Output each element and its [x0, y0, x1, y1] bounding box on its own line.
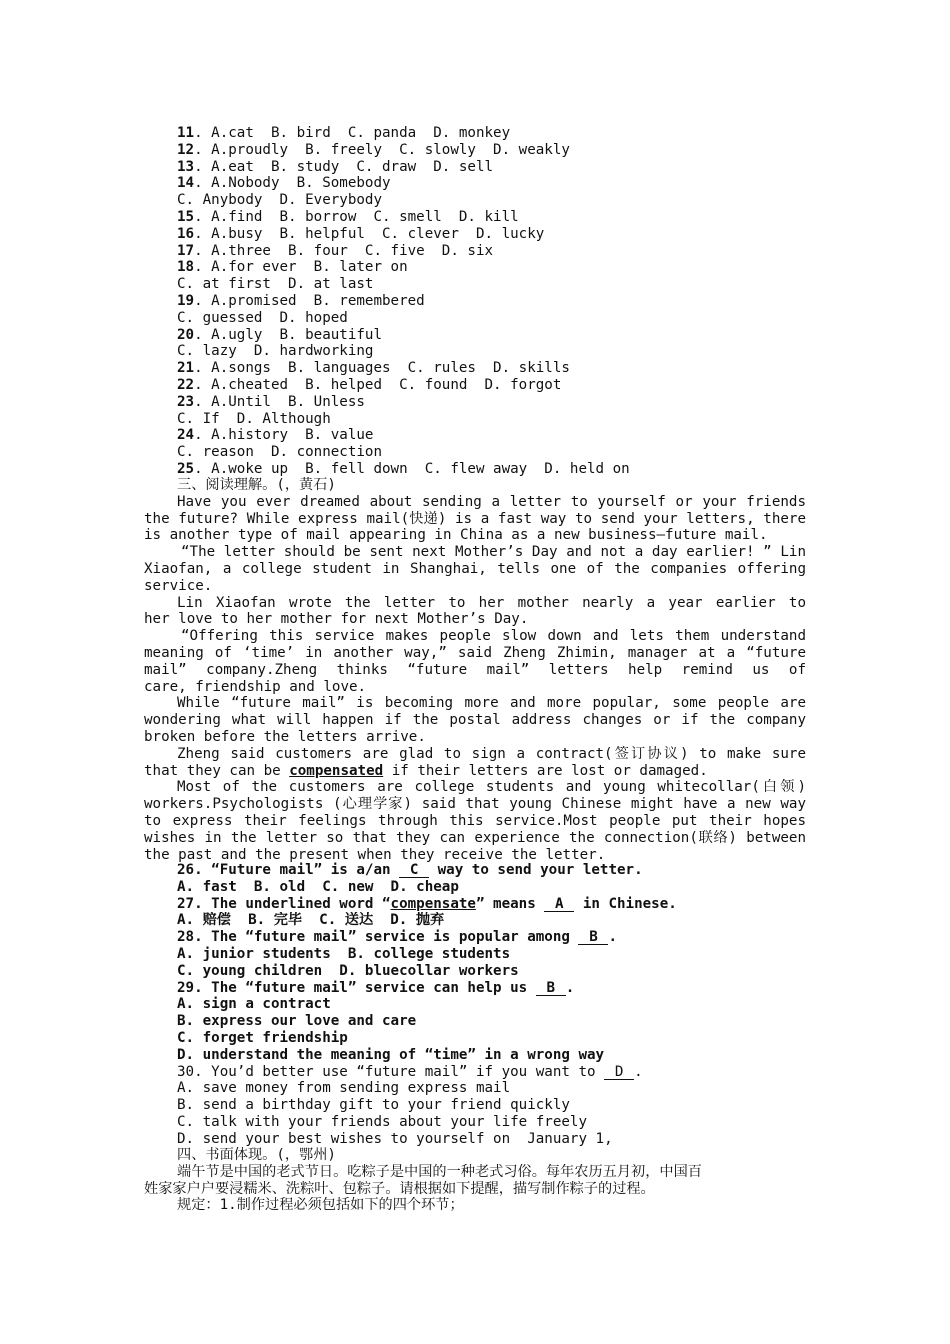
- question-28: 28. The “future mail” service is popular among B .: [177, 929, 618, 946]
- reading-paragraph-6: Zheng said customers are glad to sign a contract(签订协议) to make sure that they can be compensated if their letters are lost or damaged.: [144, 745, 806, 779]
- writing-prompt-line-1: 端午节是中国的老式节日。吃粽子是中国的一种老式习俗。每年农历五月初，中国百: [177, 1163, 702, 1180]
- question-29-option-d: D. understand the meaning of “time” in a wrong way: [177, 1046, 605, 1063]
- question-number: 14: [177, 175, 195, 192]
- underlined-word-compensate: compensate: [390, 895, 476, 912]
- cloze-question-24: 24. A.history B. value: [177, 427, 374, 444]
- question-30-option-a: A. save money from sending express mail: [177, 1080, 511, 1097]
- cloze-question-15: 15. A.find B. borrow C. smell D. kill: [177, 208, 519, 225]
- cloze-question-20-options: C. lazy D. hardworking: [177, 343, 374, 360]
- question-27-options: A. 赔偿 B. 完毕 C. 送达 D. 抛弃: [177, 912, 445, 929]
- question-29-option-b: B. express our love and care: [177, 1013, 417, 1030]
- reading-paragraph-2: “The letter should be sent next Mother’s Day and not a day earlier! ” Lin Xiaofan, a college student in Shanghai, tells one of the companies offering service.: [144, 544, 806, 594]
- reading-heading: 三、阅读理解。(，黄石): [177, 477, 336, 493]
- writing-prompt-line-2: 姓家家户户要浸糯米、洗粽叶、包粽子。请根据如下提醒，描写制作粽子的过程。: [144, 1180, 655, 1197]
- writing-heading: 四、书面体现。(，鄂州): [177, 1147, 336, 1163]
- cloze-question-list: [144, 125, 806, 478]
- cloze-question-24-options: C. reason D. connection: [177, 444, 382, 461]
- answer-blank-30: D: [604, 1065, 634, 1080]
- question-number: 24: [177, 427, 195, 444]
- cloze-question-19: 19. A.promised B. remembered: [177, 292, 425, 309]
- cloze-question-16: 16. A.busy B. helpful C. clever D. lucky: [177, 225, 545, 242]
- question-29-option-a: A. sign a contract: [177, 996, 331, 1013]
- cloze-question-20: 20. A.ugly B. beautiful: [177, 326, 383, 343]
- reading-paragraph-1: Have you ever dreamed about sending a letter to yourself or your friends the future? While express mail(快递) is a fast way to send your letters, there is another type of mail appearing in China as a new business—future mail.: [144, 493, 806, 544]
- cloze-question-18-options: C. at first D. at last: [177, 276, 374, 293]
- question-30-option-c: C. talk with your friends about your life freely: [177, 1113, 587, 1130]
- question-number: 23: [177, 393, 195, 410]
- question-30-option-b: B. send a birthday gift to your friend quickly: [177, 1097, 570, 1114]
- reading-paragraph-5: While “future mail” is becoming more and more popular, some people are wondering what will happen if the postal address changes or if the company broken before the letters arrive.: [144, 695, 806, 745]
- question-number: 12: [177, 141, 195, 158]
- cloze-question-17: 17. A.three B. four C. five D. six: [177, 242, 494, 259]
- question-26: 26. “Future mail” is a/an C way to send your letter.: [177, 862, 643, 878]
- reading-section: [144, 477, 806, 863]
- underlined-word-compensated: compensated: [289, 762, 384, 779]
- answer-blank-26: C: [399, 863, 429, 878]
- cloze-question-14-options: C. Anybody D. Everybody: [177, 192, 382, 209]
- cloze-question-18: 18. A.for ever B. later on: [177, 259, 408, 276]
- question-28-options-2: C. young children D. bluecollar workers: [177, 962, 519, 979]
- question-28-options-1: A. junior students B. college students: [177, 945, 511, 962]
- cloze-question-23: 23. A.Until B. Unless: [177, 393, 365, 410]
- cloze-question-12: 12. A.proudly B. freely C. slowly D. weakly: [177, 141, 570, 158]
- question-30-option-d: D. send your best wishes to yourself on January 1,: [177, 1130, 613, 1147]
- cloze-question-14: 14. A.Nobody B. Somebody: [177, 175, 391, 192]
- question-number: 15: [177, 208, 195, 225]
- question-29: 29. The “future mail” service can help us B .: [177, 979, 575, 996]
- question-number: 11: [177, 125, 195, 141]
- question-number: 13: [177, 158, 195, 175]
- question-number: 19: [177, 292, 195, 309]
- cloze-question-23-options: C. If D. Although: [177, 410, 331, 427]
- reading-paragraph-4: “Offering this service makes people slow down and lets them understand meaning of ‘time’ in another way,” said Zheng Zhimin, manager at a “future mail” company.Zheng thinks “future mail” letters help remind us of care, friendship and love.: [144, 628, 806, 695]
- question-30: 30. You’d better use “future mail” if you want to D .: [177, 1063, 643, 1080]
- question-number: 16: [177, 225, 195, 242]
- writing-requirement: 规定：1.制作过程必须包括如下的四个环节；: [177, 1197, 464, 1214]
- question-27: 27. The underlined word “compensate” means A in Chinese.: [177, 895, 677, 912]
- reading-questions: [144, 862, 806, 1148]
- question-number: 25: [177, 460, 195, 477]
- question-26-options: A. fast B. old C. new D. cheap: [177, 878, 459, 895]
- cloze-question-25: 25. A.woke up B. fell down C. flew away D. held on: [177, 460, 630, 477]
- writing-section: [144, 1147, 806, 1214]
- answer-blank-29: B: [536, 981, 566, 996]
- question-number: 22: [177, 376, 195, 393]
- question-number: 17: [177, 242, 195, 259]
- cloze-question-19-options: C. guessed D. hoped: [177, 309, 348, 326]
- answer-blank-27: A: [544, 897, 574, 912]
- question-number: 18: [177, 259, 195, 276]
- answer-blank-28: B: [578, 930, 608, 945]
- cloze-question-21: 21. A.songs B. languages C. rules D. skills: [177, 360, 570, 377]
- question-29-option-c: C. forget friendship: [177, 1029, 348, 1046]
- reading-paragraph-3: Lin Xiaofan wrote the letter to her mother nearly a year earlier to her love to her mother for next Mother’s Day.: [144, 594, 806, 628]
- cloze-question-13: 13. A.eat B. study C. draw D. sell: [177, 158, 494, 175]
- question-number: 20: [177, 326, 195, 343]
- cloze-question-22: 22. A.cheated B. helped C. found D. forgot: [177, 376, 562, 393]
- question-number: 21: [177, 360, 195, 377]
- reading-paragraph-7: Most of the customers are college students and young whitecollar(白领) workers.Psychologists (心理学家) said that young Chinese might have a new way to express their feelings through this service.Most people put their hopes wishes in the letter so that they can experience the connection(联络) between the past and the present when they receive the letter.: [144, 779, 806, 863]
- cloze-question-11: 11. A.cat B. bird C. panda D. monkey: [177, 125, 511, 141]
